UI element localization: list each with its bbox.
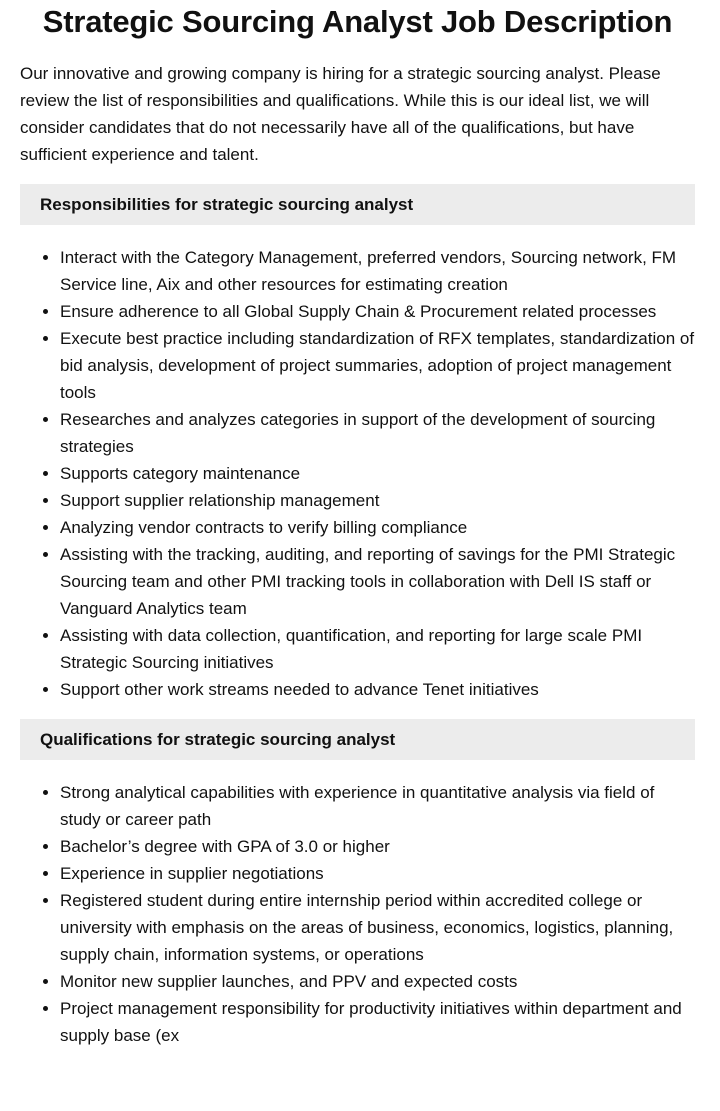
list-item: • Researches and analyzes categories in support of the development of sourcing strategies (60, 406, 695, 460)
list-item: • Assisting with the tracking, auditing, and reporting of savings for the PMI Strategic Sourcing team and other PMI tracking tools in collaboration with Dell IS staff or Vanguard Analytics team (60, 541, 695, 622)
list-item: • Assisting with data collection, quantification, and reporting for large scale PMI Strategic Sourcing initiatives (60, 622, 695, 676)
list-item: • Experience in supplier negotiations (60, 860, 695, 887)
list-item: • Bachelor’s degree with GPA of 3.0 or higher (60, 833, 695, 860)
list-item: • Interact with the Category Management, preferred vendors, Sourcing network, FM Service line, Aix and other resources for estimating creation (60, 244, 695, 298)
list-item: • Supports category maintenance (60, 460, 695, 487)
list-item: • Execute best practice including standardization of RFX templates, standardization of bid analysis, development of project summaries, adoption of project management tools (60, 325, 695, 406)
list-item: • Monitor new supplier launches, and PPV and expected costs (60, 968, 695, 995)
list-item: • Support supplier relationship management (60, 487, 695, 514)
list-item: • Registered student during entire internship period within accredited college or university with emphasis on the areas of business, economics, logistics, planning, supply chain, information systems, or operations (60, 887, 695, 968)
responsibilities-list (20, 244, 695, 703)
qualifications-list (20, 779, 695, 1049)
list-item: • Project management responsibility for productivity initiatives within department and supply base (ex (60, 995, 695, 1049)
responsibilities-heading: Responsibilities for strategic sourcing analyst (20, 184, 695, 225)
list-item: • Analyzing vendor contracts to verify billing compliance (60, 514, 695, 541)
list-item: • Strong analytical capabilities with experience in quantitative analysis via field of study or career path (60, 779, 695, 833)
list-item: • Support other work streams needed to advance Tenet initiatives (60, 676, 695, 703)
qualifications-heading: Qualifications for strategic sourcing analyst (20, 719, 695, 760)
intro-paragraph: Our innovative and growing company is hiring for a strategic sourcing analyst. Please review the list of responsibilities and qualifications. While this is our ideal list, we will consider candidates that do not necessarily have all of the qualifications, but have sufficient experience and talent. (20, 64, 661, 164)
page-title: Strategic Sourcing Analyst Job Description (42, 4, 673, 39)
list-item: • Ensure adherence to all Global Supply Chain & Procurement related processes (60, 298, 695, 325)
